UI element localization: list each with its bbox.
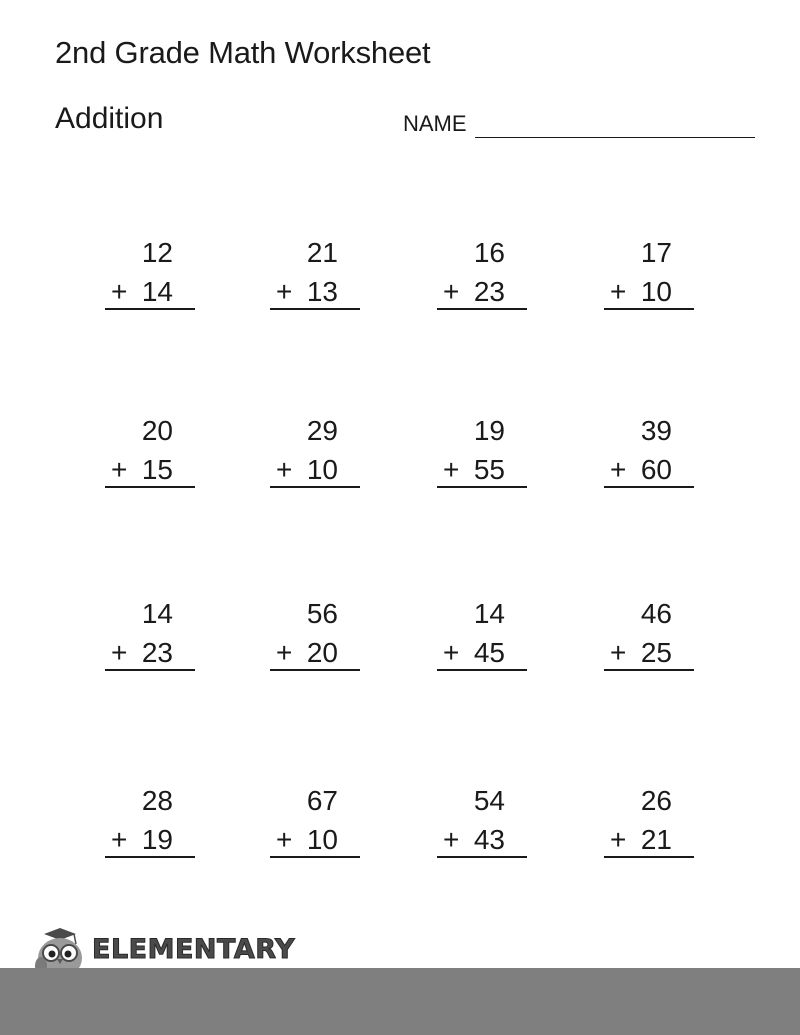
plus-sign: + (111, 824, 128, 855)
answer-line (270, 486, 360, 488)
addend-bottom: 10 (306, 454, 338, 485)
answer-line (270, 856, 360, 858)
answer-line (105, 308, 195, 310)
addend-bottom: 13 (306, 276, 338, 307)
addend-bottom: 15 (141, 454, 173, 485)
addend-bottom: 45 (473, 637, 505, 668)
problem-3-2 (270, 598, 360, 674)
name-underline (475, 137, 755, 138)
addend-bottom: 25 (640, 637, 672, 668)
plus-sign: + (111, 637, 128, 668)
plus-sign: + (111, 276, 128, 307)
addend-top: 16 (473, 237, 505, 268)
addend-top: 56 (306, 598, 338, 629)
plus-sign: + (610, 824, 627, 855)
addend-top: 14 (141, 598, 173, 629)
plus-sign: + (276, 454, 293, 485)
addend-top: 17 (640, 237, 672, 268)
problem-2-1 (105, 415, 195, 491)
worksheet-subtitle: Addition (55, 102, 164, 135)
problem-2-3 (437, 415, 527, 491)
name-field (403, 110, 758, 140)
footer-bar (0, 968, 800, 1035)
addend-bottom: 10 (306, 824, 338, 855)
problem-3-4 (604, 598, 694, 674)
answer-line (105, 669, 195, 671)
answer-line (604, 856, 694, 858)
answer-line (437, 486, 527, 488)
addend-top: 14 (473, 598, 505, 629)
addend-bottom: 10 (640, 276, 672, 307)
plus-sign: + (610, 276, 627, 307)
plus-sign: + (276, 824, 293, 855)
answer-line (105, 856, 195, 858)
addend-top: 26 (640, 785, 672, 816)
addend-bottom: 60 (640, 454, 672, 485)
name-label: NAME (403, 111, 467, 136)
addend-bottom: 23 (141, 637, 173, 668)
addend-bottom: 20 (306, 637, 338, 668)
addend-top: 19 (473, 415, 505, 446)
answer-line (437, 308, 527, 310)
addend-bottom: 55 (473, 454, 505, 485)
answer-line (437, 669, 527, 671)
problem-2-4 (604, 415, 694, 491)
addend-top: 29 (306, 415, 338, 446)
addend-top: 67 (306, 785, 338, 816)
problem-4-2 (270, 785, 360, 861)
addend-bottom: 43 (473, 824, 505, 855)
problem-4-1 (105, 785, 195, 861)
addend-top: 12 (141, 237, 173, 268)
plus-sign: + (610, 637, 627, 668)
addend-top: 39 (640, 415, 672, 446)
problem-3-1 (105, 598, 195, 674)
addend-bottom: 14 (141, 276, 173, 307)
plus-sign: + (276, 276, 293, 307)
plus-sign: + (443, 276, 460, 307)
problem-3-3 (437, 598, 527, 674)
addend-bottom: 19 (141, 824, 173, 855)
plus-sign: + (443, 637, 460, 668)
answer-line (437, 856, 527, 858)
answer-line (270, 308, 360, 310)
answer-line (604, 486, 694, 488)
addend-top: 28 (141, 785, 173, 816)
addend-top: 21 (306, 237, 338, 268)
problem-4-4 (604, 785, 694, 861)
plus-sign: + (443, 824, 460, 855)
problem-4-3 (437, 785, 527, 861)
addend-top: 20 (141, 415, 173, 446)
addend-bottom: 23 (473, 276, 505, 307)
answer-line (105, 486, 195, 488)
plus-sign: + (276, 637, 293, 668)
problem-1-2 (270, 237, 360, 313)
answer-line (270, 669, 360, 671)
problem-1-1 (105, 237, 195, 313)
logo-wordmark: ELEMENTARY (92, 934, 296, 965)
plus-sign: + (111, 454, 128, 485)
answer-line (604, 669, 694, 671)
addend-top: 54 (473, 785, 505, 816)
problem-1-4 (604, 237, 694, 313)
plus-sign: + (443, 454, 460, 485)
addend-bottom: 21 (640, 824, 672, 855)
answer-line (604, 308, 694, 310)
worksheet-title: 2nd Grade Math Worksheet (55, 35, 431, 70)
plus-sign: + (610, 454, 627, 485)
addend-top: 46 (640, 598, 672, 629)
problem-2-2 (270, 415, 360, 491)
problem-1-3 (437, 237, 527, 313)
